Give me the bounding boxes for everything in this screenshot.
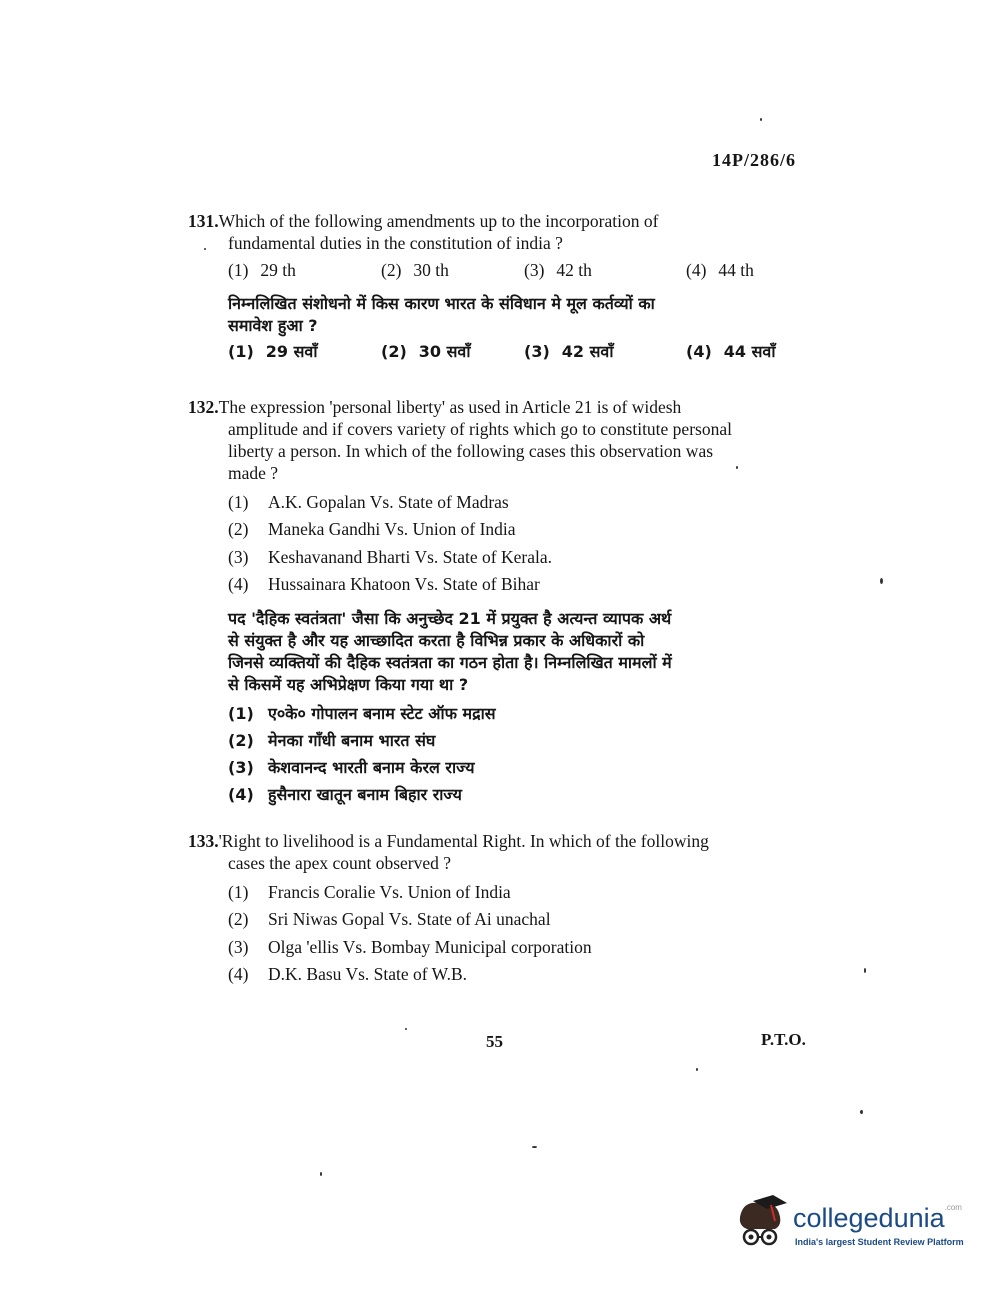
question-133 [188, 830, 818, 988]
option: (3) केशवानन्द भारती बनाम केरल राज्य [228, 757, 475, 777]
option: (2) Sri Niwas Gopal Vs. State of Ai unachal [228, 909, 551, 930]
option: (4) हुसैनारा खातून बनाम बिहार राज्य [228, 784, 462, 804]
hindi-question-line: से संयुक्त है और यह आच्छादित करता है विभिन्न प्रकार के अधिकारों को [228, 631, 645, 650]
scan-speck [320, 1172, 322, 1176]
hindi-question-line: से किसमें यह अभिप्रेक्षण किया गया था ? [228, 675, 469, 694]
hindi-options-row [228, 341, 818, 363]
option: (1) 29 सवाँ [228, 342, 318, 361]
brand-tagline: India's largest Student Review Platform [795, 1237, 964, 1247]
page-number: 55 [486, 1032, 503, 1051]
hindi-question-line: निम्नलिखित संशोधनो में किस कारण भारत के संविधान मे मूल कर्तव्यों का [228, 294, 655, 313]
question-131 [188, 210, 818, 363]
scan-speck [864, 968, 866, 973]
option: (1) Francis Coralie Vs. Union of India [228, 881, 511, 902]
option: (2) Maneka Gandhi Vs. Union of India [228, 519, 516, 540]
question-line: liberty a person. In which of the following cases this observation was [228, 441, 714, 461]
collegedunia-logo [735, 1195, 965, 1255]
option: (1) A.K. Gopalan Vs. State of Madras [228, 491, 509, 512]
option: (3) Keshavanand Bharti Vs. State of Kerala. [228, 546, 552, 567]
question-line: cases the apex count observed ? [228, 853, 452, 873]
scan-speck [696, 1068, 698, 1071]
scan-speck [405, 1028, 407, 1030]
option: (2) मेनका गाँधी बनाम भारत संघ [228, 730, 436, 750]
hindi-options-list [228, 700, 818, 808]
option: (2) 30 th [381, 260, 449, 280]
mascot-icon [735, 1195, 793, 1255]
option: (1) ए०के० गोपालन बनाम स्टेट ऑफ मद्रास [228, 703, 496, 723]
question-line: Which of the following amendments up to the incorporation of [218, 211, 659, 231]
question-line: The expression 'personal liberty' as used in Article 21 is of widesh [218, 397, 682, 417]
hindi-question-line: जिनसे व्यक्तियों की दैहिक स्वतंत्रता का गठन होता है। निम्नलिखित मामलों में [228, 653, 672, 672]
hindi-question-line: पद 'दैहिक स्वतंत्रता' जैसा कि अनुच्छेद 21 में प्रयुक्त है अत्यन्त व्यापक अर्थ [228, 609, 672, 628]
option: (2) 30 सवाँ [381, 342, 471, 361]
paper-code: 14P/286/6 [712, 150, 796, 170]
scan-speck [532, 1146, 537, 1148]
pto-label: P.T.O. [761, 1030, 806, 1049]
option: (4) Hussainara Khatoon Vs. State of Bihar [228, 574, 540, 595]
option: (3) 42 सवाँ [524, 342, 614, 361]
scan-speck [880, 578, 883, 584]
option: (3) 42 th [524, 260, 592, 280]
question-text [188, 830, 818, 852]
question-line: made ? [228, 463, 279, 483]
question-text [188, 396, 818, 418]
question-line: amplitude and if covers variety of rights which go to constitute personal [228, 419, 732, 439]
option: (3) Olga 'ellis Vs. Bombay Municipal corporation [228, 936, 592, 957]
question-text [188, 210, 818, 232]
question-line: 'Right to livelihood is a Fundamental Right. In which of the following [218, 831, 709, 851]
scan-speck [860, 1110, 863, 1114]
scan-speck [204, 248, 206, 250]
question-number: 133. [188, 831, 219, 851]
options-row [228, 259, 818, 281]
question-132 [188, 396, 818, 808]
option: (4) D.K. Basu Vs. State of W.B. [228, 964, 467, 985]
options-list [228, 878, 818, 988]
question-number: 132. [188, 397, 219, 417]
scan-speck [760, 118, 762, 121]
option: (1) 29 th [228, 260, 296, 280]
question-number: 131. [188, 211, 219, 231]
options-list [228, 488, 818, 598]
scan-speck [736, 466, 738, 469]
option: (4) 44 th [686, 260, 754, 280]
brand-name: collegedunia$^{.com}$ [793, 1203, 962, 1233]
option: (4) 44 सवाँ [686, 342, 776, 361]
question-line: fundamental duties in the constitution of india ? [228, 233, 563, 253]
hindi-question-line: समावेश हुआ ? [228, 316, 318, 335]
